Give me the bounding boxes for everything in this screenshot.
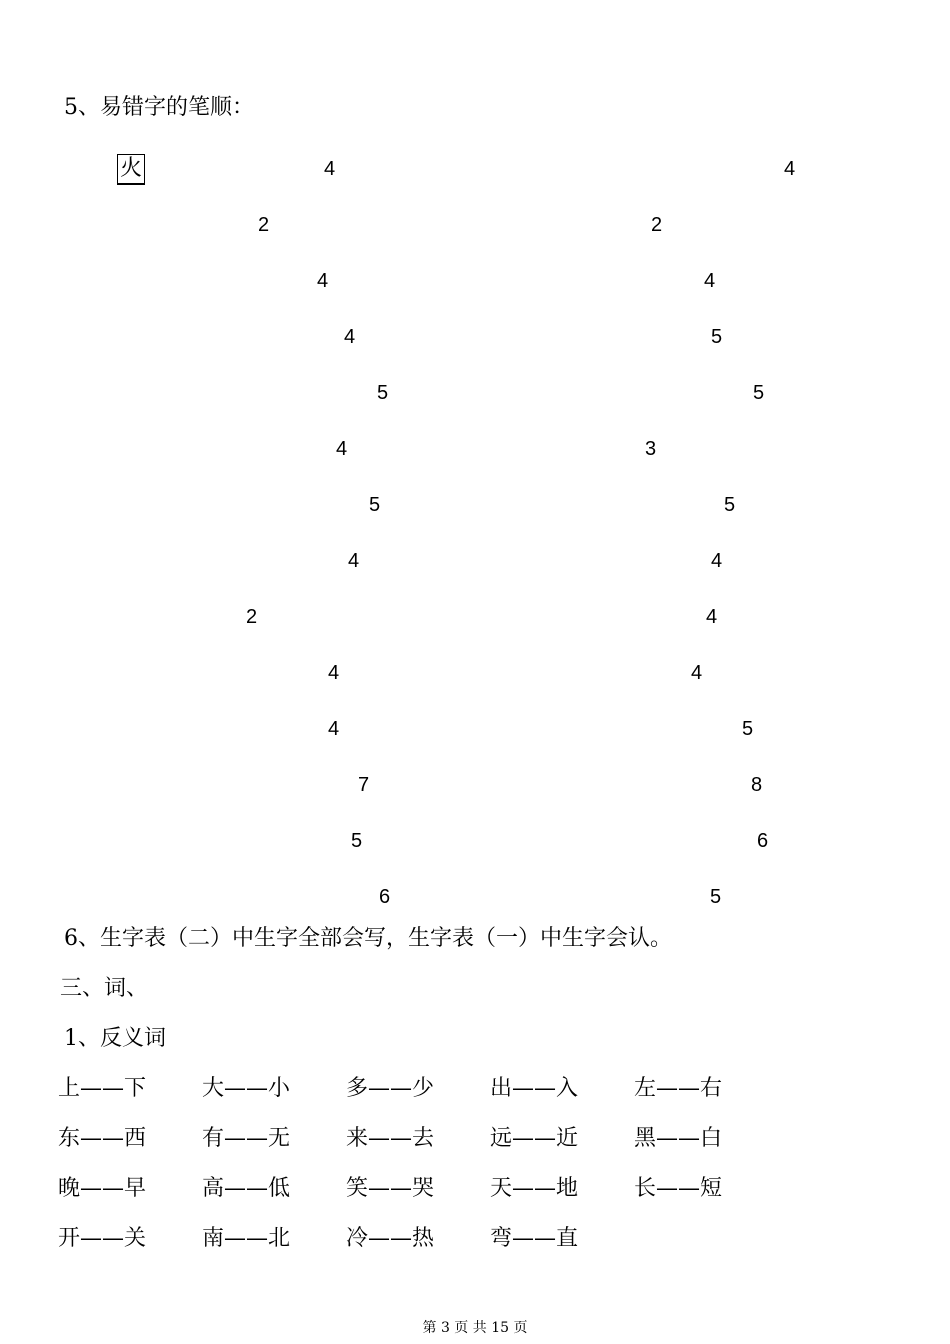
stroke-count-left: 4 [344, 326, 356, 348]
stroke-count-left: 4 [328, 662, 340, 684]
stroke-count-left: 5 [369, 494, 381, 516]
stroke-count-left: 6 [379, 886, 391, 908]
stroke-count-left: 5 [351, 830, 363, 852]
antonym-pair: 东——西 [58, 1126, 147, 1151]
stroke-count-left: 2 [246, 606, 258, 628]
antonym-pair: 上——下 [58, 1076, 147, 1101]
page-footer: 第 3 页 共 15 页 [422, 1320, 528, 1336]
stroke-count-right: 2 [651, 214, 663, 236]
stroke-count-right: 3 [645, 438, 657, 460]
stroke-count-right: 4 [706, 606, 718, 628]
stroke-count-left: 4 [348, 550, 360, 572]
antonym-pair: 开——关 [58, 1226, 147, 1251]
antonym-pair: 晚——早 [58, 1176, 147, 1201]
antonym-pair: 南——北 [202, 1226, 291, 1251]
stroke-count-right: 5 [724, 494, 736, 516]
antonym-pair: 冷——热 [346, 1226, 435, 1251]
stroke-count-left: 7 [358, 774, 370, 796]
antonym-pair: 多——少 [346, 1076, 435, 1101]
antonym-title: 1、反义词 [64, 1026, 166, 1051]
antonym-pair: 笑——哭 [346, 1176, 435, 1201]
stroke-count-right: 6 [757, 830, 769, 852]
antonym-pair: 远——近 [490, 1126, 579, 1151]
part3-title: 三、词、 [60, 976, 149, 1001]
stroke-count-right: 5 [753, 382, 765, 404]
stroke-count-right: 5 [742, 718, 754, 740]
stroke-count-right: 5 [710, 886, 722, 908]
section6-text: 6、生字表（二）中生字全部会写，生字表（一）中生字会认。 [64, 926, 672, 951]
antonym-pair: 有——无 [202, 1126, 291, 1151]
stroke-count-left: 4 [336, 438, 348, 460]
stroke-count-left: 5 [377, 382, 389, 404]
stroke-count-right: 8 [751, 774, 763, 796]
stroke-count-right: 4 [704, 270, 716, 292]
antonym-pair: 出——入 [490, 1076, 579, 1101]
antonym-pair: 天——地 [490, 1176, 579, 1201]
antonym-pair: 高——低 [202, 1176, 291, 1201]
stroke-count-right: 4 [691, 662, 703, 684]
stroke-count-left: 4 [317, 270, 329, 292]
stroke-count-right: 5 [711, 326, 723, 348]
antonym-pair: 长——短 [634, 1176, 723, 1201]
stroke-count-left: 4 [328, 718, 340, 740]
stroke-count-left: 4 [324, 158, 336, 180]
antonym-pair: 来——去 [346, 1126, 435, 1151]
antonym-pair: 黑——白 [634, 1126, 723, 1151]
sample-character: 火 [117, 154, 145, 185]
section5-title: 5、易错字的笔顺： [64, 95, 254, 120]
stroke-count-right: 4 [711, 550, 723, 572]
stroke-count-left: 2 [258, 214, 270, 236]
antonym-pair: 弯——直 [490, 1226, 579, 1251]
antonym-pair: 左——右 [634, 1076, 723, 1101]
antonym-pair: 大——小 [202, 1076, 291, 1101]
stroke-count-right: 4 [784, 158, 796, 180]
